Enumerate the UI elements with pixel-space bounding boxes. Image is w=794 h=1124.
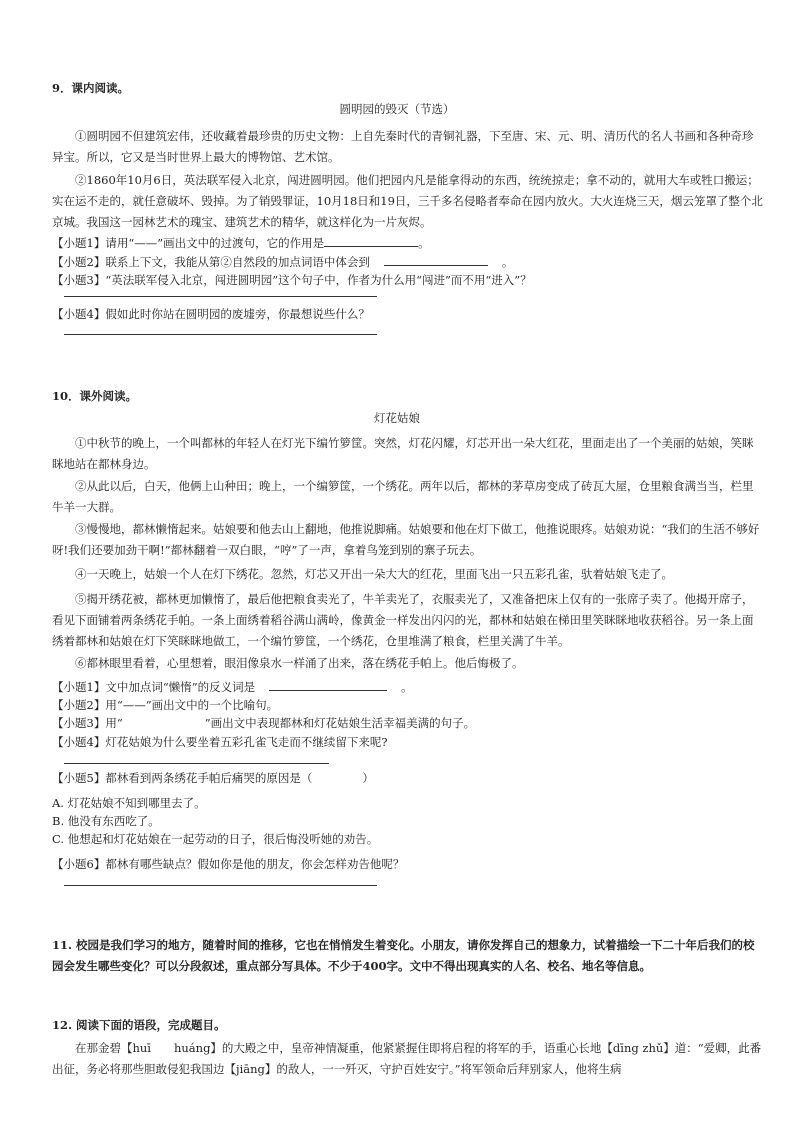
q10-subquestion-3 [52,715,475,731]
q9-s1-text: 【小题1】请用“——”画出文中的过渡句，它的作用是 [52,236,325,250]
q10-s4-answer-line[interactable] [64,763,329,764]
q11-prompt: 11. 校园是我们学习的地方，随着时间的推移，它也在悄悄发生着变化。小朋友，请你发挥自己的想象力，试着描绘一下二十年后我们的校园会发生哪些变化？可以分段叙述，重点部分写具体。不少于400字。文中不得出现真实的人名、校名、地名等信息。 [52,938,755,973]
q10-passage-title: 灯花姑娘 [374,411,420,425]
q10-option-a[interactable]: A. 灯花姑娘不知到哪里去了。 [52,796,206,810]
q9-s1-answer-blank[interactable] [324,234,418,247]
q10-s5-end: ） [362,771,374,785]
q9-s1-end: 。 [418,236,430,250]
q12-heading: 12. 阅读下面的语段，完成题目。 [52,1018,226,1032]
q10-subquestion-6: 【小题6】都林有哪些缺点？假如你是他的朋友，你会怎样劝告他呢？ [52,857,405,871]
q10-paragraph-6: ⑥都林眼里看着，心里想着，眼泪像泉水一样涌了出来，落在绣花手帕上。他后悔极了。 [75,656,524,670]
q9-paragraph-2: ②1860年10月6日，英法联军侵入北京，闯进圆明园。他们把园内凡是能拿得动的东西，统统掠走；拿不动的，就用大车或牲口搬运；实在运不走的，就任意破坏、毁掉。为了销毁罪证，10月18日和19日，三千多名侵略者奉命在园内放火。大火连烧三天，烟云笼罩了整个北京城。我国这一园林艺术的瑰宝、建筑艺术的精华，就这样化为一片灰烬。 [52,173,763,229]
q10-s3-text-b: ”画出文中表现都林和灯花姑娘生活幸福美满的句子。 [204,716,476,730]
q10-s1-end: 。 [401,680,413,694]
q9-subquestion-4: 【小题4】假如此时你站在圆明园的废墟旁，你最想说些什么？ [52,307,370,321]
q9-heading: 9．课内阅读。 [52,81,130,95]
q10-s5-text: 【小题5】都林看到两条绣花手帕后痛哭的原因是（ [52,771,313,785]
q9-s2-end: 。 [501,255,514,269]
q9-subquestion-1 [52,234,430,251]
q9-passage-title: 圆明园的毁灭（节选） [339,102,455,116]
q12-paragraph-1: 在那金碧【huī huáng】的大殿之中，皇帝神情凝重，他紧紧握住即将启程的将军的手，语重心长地【dīng zhǔ】道：“爱卿，此番出征，务必将那些胆敢侵犯我国边【jiāng】的敌人，一一歼灭，守护百姓安宁。”将军领命后拜别家人，他将生病 [52,1041,762,1076]
q10-paragraph-2: ②从此以后，白天，他俩上山种田；晚上，一个编箩筐，一个绣花。两年以后，都林的茅草房变成了砖瓦大屋，仓里粮食满当当，栏里牛羊一大群。 [52,479,754,514]
q9-s4-answer-line[interactable] [64,334,377,335]
q10-paragraph-5: ⑤揭开绣花被，都林更加懒惰了，最后他把粮食卖光了，牛羊卖光了，衣服卖光了，又准备把床上仅有的一张席子卖了。他揭开席子，看见下面铺着两条绣花手帕。一条上面绣着稻谷满山满岭，像黄金一样发出闪闪的光，都林和姑娘在梯田里笑眯眯地收获稻谷。另一条上面绣着都林和姑娘在灯下笑眯眯地做工，一个编竹箩筐，一个绣花，仓里堆满了粮食，栏里关满了牛羊。 [52,592,754,648]
q10-subquestion-5 [52,770,374,786]
q10-subquestion-1 [52,678,413,695]
q10-subquestion-2: 【小题2】用“——”画出文中的一个比喻句。 [52,698,279,712]
q9-subquestion-2 [52,253,513,270]
q10-paragraph-3: ③慢慢地，都林懒惰起来。姑娘要和他去山上翻地，他推说脚痛。姑娘要和他在灯下做工，他推说眼疼。姑娘劝说：“我们的生活不够好呀!我们还要加劲干啊!”都林翻着一双白眼，“哼”了一声，拿着鸟笼到别的寨子玩去。 [52,522,760,557]
q10-s1-text: 【小题1】文中加点词“懒惰”的反义词是 [52,680,256,694]
q10-s3-text-a: 【小题3】用“ [52,716,123,730]
q10-s1-answer-blank[interactable] [269,678,387,691]
q9-subquestion-3: 【小题3】“英法联军侵入北京，闯进圆明园”这个句子中，作者为什么用“闯进”而不用“进入”？ [52,273,532,287]
q9-s2-answer-blank[interactable] [384,253,488,266]
q9-s3-answer-line[interactable] [64,296,377,297]
q10-heading: 10．课外阅读。 [52,389,138,403]
q10-option-c[interactable]: C. 他想起和灯花姑娘在一起劳动的日子，很后悔没听她的劝告。 [52,832,379,846]
q10-option-b[interactable]: B. 他没有东西吃了。 [52,814,160,828]
q9-paragraph-1: ①圆明园不但建筑宏伟，还收藏着最珍贵的历史文物：上自先秦时代的青铜礼器，下至唐、宋、元、明、清历代的名人书画和各种奇珍异宝。所以，它又是当时世界上最大的博物馆、艺术馆。 [52,129,754,164]
q10-paragraph-1: ①中秋节的晚上，一个叫都林的年轻人在灯光下编竹箩筐。突然，灯花闪耀，灯芯开出一朵大红花，里面走出了一个美丽的姑娘，笑眯眯地站在都林身边。 [52,436,754,471]
q10-subquestion-4: 【小题4】灯花姑娘为什么要坐着五彩孔雀飞走而不继续留下来呢? [52,735,388,749]
q10-s6-answer-line[interactable] [64,885,377,886]
q10-paragraph-4: ④一天晚上，姑娘一个人在灯下绣花。忽然，灯芯又开出一朵大大的红花，里面飞出一只五彩孔雀，驮着姑娘飞走了。 [75,567,673,581]
q9-s2-text: 【小题2】联系上下文，我能从第②自然段的加点词语中体会到 [52,255,370,269]
